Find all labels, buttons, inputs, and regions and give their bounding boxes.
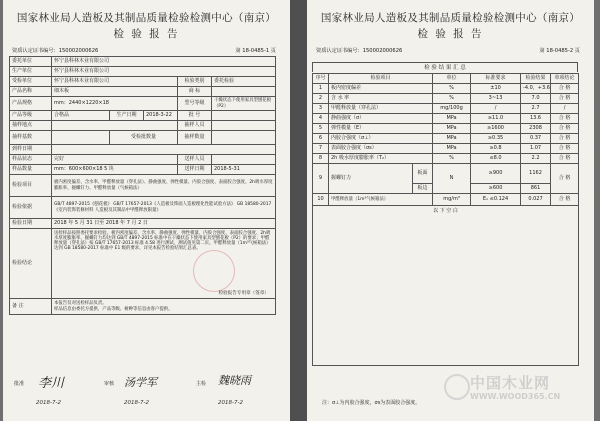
row-req: ≥600 [471, 184, 521, 194]
col-header: 单位 [433, 74, 471, 84]
row-unit: mg/100g [433, 104, 471, 114]
report-header: 国家林业局人造板及其制品质量检验检测中心（南京） [320, 12, 581, 24]
label: 生产单位 [10, 67, 52, 77]
value [212, 87, 276, 97]
row-unit: N [433, 164, 471, 194]
label: 抽样数量 [178, 131, 212, 145]
row-req: ≥11.0 [471, 114, 521, 124]
writer-signature: 魏晓雨 [218, 374, 251, 387]
row-item: 握螺钉力 [329, 164, 413, 194]
table-row [10, 111, 276, 121]
row-verdict: 合 格 [551, 134, 579, 144]
label: 委托单位 [10, 57, 52, 67]
col-header: 序号 [313, 74, 329, 84]
table-row [10, 67, 276, 77]
label: 受检单位 [10, 77, 52, 87]
note-line: 本报告仅对送检样品负责。 [54, 301, 107, 307]
label: 产品名称 [10, 87, 52, 97]
row-item: 甲醛释放量（1m³气候箱法） [329, 194, 433, 206]
blank-note: 以 下 空 白 [313, 206, 579, 366]
reviewer-date: 2018-7-2 [124, 400, 149, 406]
row-no: 9 [313, 164, 329, 194]
info-table [9, 56, 276, 315]
label: 检验依据 [10, 197, 52, 219]
label: 型号等级 [178, 97, 212, 111]
row-req: ≥0.35 [471, 134, 521, 144]
value: 委托检验 [212, 77, 276, 87]
row-req: ≥1600 [471, 124, 521, 134]
approver-signature: 李川 [38, 376, 65, 391]
row-item: 2h 吸水厚度膨胀率（T₂） [329, 154, 433, 164]
col-header: 检验项目 [329, 74, 433, 84]
row-item: 表面胶合强度（σs） [329, 144, 433, 154]
label: 送样日期 [178, 165, 212, 175]
value: 2018 年 5 月 31 日至 2018 年 7 月 2 日 [52, 219, 276, 229]
row-unit: % [433, 154, 471, 164]
col-header: 标准要求 [471, 74, 521, 84]
table-row [10, 155, 276, 165]
row-no: 1 [313, 84, 329, 94]
approver-date: 2018-7-2 [36, 400, 61, 406]
row-verdict: 合 格 [551, 194, 579, 206]
row-item: 含 水 率 [329, 94, 433, 104]
row-subitem: 板边 [413, 184, 433, 194]
row-unit: % [433, 94, 471, 104]
row-req: ≤8.0 [471, 154, 521, 164]
table-row [313, 114, 579, 124]
label: 检验项目 [10, 175, 52, 197]
table-row [313, 94, 579, 104]
table-header-row [313, 74, 579, 84]
value [212, 111, 276, 121]
table-row [313, 144, 579, 154]
label: 受检批数量 [110, 131, 178, 145]
table-row [10, 121, 276, 131]
row-result: 13.6 [521, 114, 551, 124]
table-row [10, 145, 276, 155]
row-result: 0.37 [521, 134, 551, 144]
label: 样品数量 [10, 165, 52, 175]
row-unit: % [433, 84, 471, 94]
table-row [313, 194, 579, 206]
label: 抽样人员 [178, 121, 212, 131]
row-unit: MPa [433, 124, 471, 134]
watermark-logo [444, 374, 470, 400]
value: 合格品 [52, 111, 110, 121]
table-row [313, 154, 579, 164]
label: 检验类别 [178, 77, 212, 87]
table-row [10, 299, 276, 315]
row-no: 10 [313, 194, 329, 206]
col-header: 单项结论 [551, 74, 579, 84]
row-verdict: 合 格 [551, 114, 579, 124]
value: 怀宁县科林木业有限公司 [52, 67, 276, 77]
row-item: 静曲强度（σ） [329, 114, 433, 124]
page-number: 第 18-0485-1 页 [235, 48, 276, 54]
value: 干燥状态下使用家具型刨花板（P2） [212, 97, 276, 111]
table-row [10, 197, 276, 219]
row-subitem: 板面 [413, 164, 433, 184]
watermark-url: WWW.WOOD365.CN [470, 392, 561, 401]
table-row [313, 134, 579, 144]
row-req: ≥900 [471, 164, 521, 184]
table-row [10, 219, 276, 229]
label: 抽样地点 [10, 121, 52, 131]
value: 怀宁县科林木业有限公司 [52, 57, 276, 67]
issue-stamp-label: 检验报告专用章（签章） [218, 290, 270, 296]
row-no: 4 [313, 114, 329, 124]
col-header: 检验结果 [521, 74, 551, 84]
value: 2018-3-22 [144, 111, 178, 121]
value: 完好 [52, 155, 178, 165]
page-number: 第 18-0485-2 页 [539, 48, 580, 54]
value: GB/T 4897-2015《刨花板》 GB/T 17657-2013《人造板及饰面人造板理化性能试验方法》 GB 18580-2017《室内装饰装修材料 人造板及其制品中甲醛释放限量》 [52, 197, 276, 219]
row-item: 甲醛释放量（穿孔法） [329, 104, 433, 114]
label: 样品状态 [10, 155, 52, 165]
row-verdict: 合 格 [551, 94, 579, 104]
label: 送样人员 [178, 155, 212, 165]
value: mm：2440×1220×18 [52, 97, 178, 111]
row-req: E₁ ≤0.124 [471, 194, 521, 206]
row-verdict: 合 格 [551, 154, 579, 164]
row-verdict: 合 格 [551, 164, 579, 194]
row-result: 2.2 [521, 154, 551, 164]
conclusion-text: 送检样品按照委托要求检验。板内密度偏差、含水率、静曲强度、弹性模量、内胶合强度、表面胶合强度、2h吸水厚度膨胀率、握螺钉力均达到 GB/T 4897-2015 标准中在干燥状态下使用家具型刨花板（P2）的要求；甲醛释放量（穿孔法）按 GB/T 17657-2013 标准 4.58 进行测试，测试值见第二页。甲醛释放量（1m³气候箱法）达到 GB 18580-2017 标准中 E1 级的要求，详见本报告检验结果汇总表。 [54, 231, 271, 252]
writer-label: 主检 [196, 381, 207, 387]
row-req: 3~13 [471, 94, 521, 104]
label: 生产日期 [110, 111, 144, 121]
table-row [10, 165, 276, 175]
row-item: 弹性模量（E） [329, 124, 433, 134]
row-item: 板内密度偏差 [329, 84, 433, 94]
summary-title: 检 验 结 果 汇 总 [312, 62, 578, 72]
table-row [10, 87, 276, 97]
row-result: 1162 [521, 164, 551, 184]
row-item: 内胶合强度（σ⊥） [329, 134, 433, 144]
row-no: 7 [313, 144, 329, 154]
label: 检验结论 [10, 229, 52, 299]
row-result: -4.0，+3.6 [521, 84, 551, 94]
table-row [313, 206, 579, 366]
label: 产品规格 [10, 97, 52, 111]
page-gutter [290, 0, 307, 421]
table-row [313, 124, 579, 134]
table-row [10, 175, 276, 197]
label: 批 号 [178, 111, 212, 121]
row-req: ≥0.8 [471, 144, 521, 154]
report-header: 国家林业局人造板及其制品质量检验检测中心（南京） [16, 12, 277, 24]
approver-label: 批准 [14, 381, 25, 387]
row-result: 861 [521, 184, 551, 194]
row-verdict: 合 格 [551, 144, 579, 154]
row-result: 0.027 [521, 194, 551, 206]
row-result: 2308 [521, 124, 551, 134]
row-unit: MPa [433, 134, 471, 144]
label: 产品等级 [10, 111, 52, 121]
note-line: 样品信息由委托方提供，产品等级、树种等信息由客户提供。 [54, 306, 173, 312]
cert-number: 资质认定证书编号：150002000626 [12, 48, 99, 54]
value: mm：600×600×18 5 块 [52, 165, 178, 175]
value: 细木板 [52, 87, 178, 97]
row-unit: MPa [433, 114, 471, 124]
row-no: 3 [313, 104, 329, 114]
official-seal [193, 250, 235, 292]
row-req: ±10 [471, 84, 521, 94]
row-no: 8 [313, 154, 329, 164]
row-result: 7.0 [521, 94, 551, 104]
label: 备 注 [10, 299, 52, 315]
row-unit: mg/m³ [433, 194, 471, 206]
row-verdict: 合 格 [551, 84, 579, 94]
row-no: 2 [313, 94, 329, 104]
label: 商 标 [178, 87, 212, 97]
reviewer-label: 审核 [104, 381, 115, 387]
table-row [313, 104, 579, 114]
table-row [10, 77, 276, 87]
results-table [312, 73, 579, 366]
watermark-text: 中国木业网 [470, 374, 551, 392]
value: 怀宁县科林木业有限公司 [52, 77, 178, 87]
table-row [10, 229, 276, 299]
value: 2018-5-31 [212, 165, 276, 175]
row-no: 6 [313, 134, 329, 144]
value: 板内密度偏差、含水率、甲醛释放量（穿孔法）、静曲强度、弹性模量、内胶合强度、表面胶合强度、2h吸水厚度膨胀率、握螺钉力、甲醛释放量（气候箱法） [52, 175, 276, 197]
table-row [313, 164, 579, 184]
label: 到样日期 [10, 145, 52, 155]
row-no: 5 [313, 124, 329, 134]
table-row [10, 57, 276, 67]
reviewer-signature: 汤学军 [124, 376, 157, 389]
row-result: 2.7 [521, 104, 551, 114]
row-unit: MPa [433, 144, 471, 154]
row-verdict: 合 格 [551, 124, 579, 134]
report-title: 检 验 报 告 [113, 28, 180, 40]
table-row [10, 97, 276, 111]
writer-date: 2018-7-2 [218, 400, 243, 406]
table-row [313, 84, 579, 94]
footnote: 注：σ⊥为内胶合强度，σs为表面胶合强度。 [322, 400, 421, 406]
label: 检验日期 [10, 219, 52, 229]
table-row [10, 131, 276, 145]
label: 抽样基数 [10, 131, 52, 145]
cert-number: 资质认定证书编号：150002000626 [316, 48, 403, 54]
row-req: / [471, 104, 521, 114]
report-title: 检 验 报 告 [417, 28, 484, 40]
row-verdict: / [551, 104, 579, 114]
row-result: 1.07 [521, 144, 551, 154]
